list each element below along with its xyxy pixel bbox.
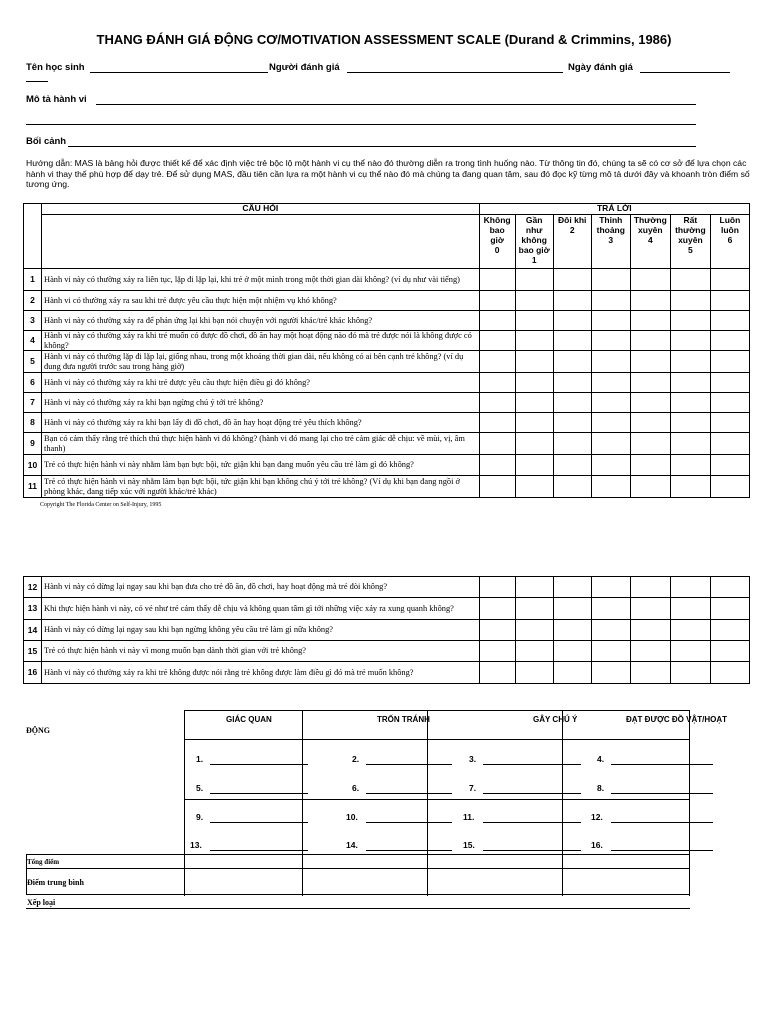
- answer-cell[interactable]: [710, 311, 749, 331]
- context-label: Bối cảnh: [26, 136, 67, 147]
- question-text: Trẻ có thực hiện hành vi này nhằm làm bạn bực bội, tức giận khi bạn không chú ý tới trẻ không? (Ví dụ khi bạn đang ngồi ở phòng khác, đang tiếp xúc với người khác/trẻ khác): [42, 476, 480, 498]
- answer-cell[interactable]: [630, 393, 670, 413]
- answer-cell[interactable]: [670, 455, 710, 476]
- question-number: 16: [24, 662, 42, 684]
- student-label: Tên học sinh: [26, 62, 85, 73]
- scoring-row-label: ĐỘNG: [26, 726, 50, 735]
- question-number: 6: [24, 373, 42, 393]
- answer-cell[interactable]: [591, 413, 630, 433]
- question-row: [24, 291, 750, 311]
- answer-cell[interactable]: [670, 620, 710, 641]
- option-header-3: Thỉnh thoảng 3: [591, 215, 630, 269]
- behavior-field-line2[interactable]: [26, 124, 696, 125]
- rater-label: Người đánh giá: [269, 62, 340, 73]
- question-header-blank: [42, 215, 480, 269]
- answer-cell[interactable]: [630, 269, 670, 291]
- behavior-label: Mô tả hành vi: [26, 94, 87, 105]
- answer-cell[interactable]: [710, 476, 749, 498]
- answer-cell[interactable]: [479, 662, 515, 684]
- answer-cell[interactable]: [670, 641, 710, 662]
- answer-cell[interactable]: [591, 351, 630, 373]
- answer-cell[interactable]: [710, 662, 749, 684]
- answer-cell[interactable]: [630, 577, 670, 598]
- answer-cell[interactable]: [670, 269, 710, 291]
- score-blank[interactable]: [366, 822, 452, 823]
- answer-cell[interactable]: [710, 577, 749, 598]
- answer-cell[interactable]: [553, 413, 591, 433]
- answer-cell[interactable]: [515, 311, 553, 331]
- question-row: [24, 455, 750, 476]
- summary-line-3: [26, 894, 690, 895]
- score-item[interactable]: 2.: [352, 754, 360, 764]
- answer-cell[interactable]: [630, 641, 670, 662]
- score-blank[interactable]: [483, 822, 581, 823]
- score-blank[interactable]: [611, 793, 713, 794]
- question-row: [24, 351, 750, 373]
- answer-cell[interactable]: [710, 269, 749, 291]
- answer-cell[interactable]: [591, 373, 630, 393]
- answer-cell[interactable]: [630, 620, 670, 641]
- answer-cell[interactable]: [591, 476, 630, 498]
- answer-cell[interactable]: [479, 351, 515, 373]
- answer-cell[interactable]: [630, 331, 670, 351]
- score-item[interactable]: 8.: [597, 783, 605, 793]
- answer-cell[interactable]: [591, 311, 630, 331]
- answer-cell[interactable]: [630, 476, 670, 498]
- score-item[interactable]: 16.: [591, 840, 603, 850]
- question-header: CÂU HỎI: [42, 204, 480, 215]
- question-text: Hành vi này có thường xảy ra khi bạn ngừng chú ý tới trẻ không?: [42, 393, 480, 413]
- answer-cell[interactable]: [710, 393, 749, 413]
- answer-cell[interactable]: [591, 662, 630, 684]
- category-attention: GÂY CHÚ Ý: [533, 715, 578, 724]
- answer-cell[interactable]: [515, 269, 553, 291]
- question-text: Hành vi này có thường xảy ra liên tục, lặp đi lặp lại, khi trẻ ở một mình trong một thời gian dài không? (ví dụ như vài tiếng): [42, 269, 480, 291]
- question-text: Trẻ có thực hiện hành vi này vì mong muốn bạn dành thời gian với trẻ không?: [42, 641, 480, 662]
- option-header-0: Không bao giờ 0: [479, 215, 515, 269]
- scoring-hline-2: [184, 799, 690, 800]
- score-item[interactable]: 6.: [352, 783, 360, 793]
- question-text: Hành vi này có dừng lại ngay sau khi bạn đưa cho trẻ đồ ăn, đồ chơi, hay hoạt động mà trẻ đòi không?: [42, 577, 480, 598]
- answer-cell[interactable]: [553, 662, 591, 684]
- answer-cell[interactable]: [591, 331, 630, 351]
- answer-cell[interactable]: [553, 393, 591, 413]
- answer-cell[interactable]: [515, 331, 553, 351]
- answer-cell[interactable]: [670, 413, 710, 433]
- answer-cell[interactable]: [515, 393, 553, 413]
- score-item[interactable]: 9.: [196, 812, 204, 822]
- answer-cell[interactable]: [630, 455, 670, 476]
- answer-cell[interactable]: [515, 641, 553, 662]
- answer-cell[interactable]: [479, 373, 515, 393]
- answer-cell[interactable]: [591, 641, 630, 662]
- score-item[interactable]: 4.: [597, 754, 605, 764]
- question-row: [24, 413, 750, 433]
- answer-cell[interactable]: [670, 393, 710, 413]
- answer-cell[interactable]: [553, 641, 591, 662]
- question-table-continued: [23, 576, 750, 684]
- answer-cell[interactable]: [479, 620, 515, 641]
- score-item[interactable]: 10.: [346, 812, 358, 822]
- mean-label: Điểm trung bình: [27, 878, 84, 887]
- question-number: 10: [24, 455, 42, 476]
- answer-cell[interactable]: [479, 598, 515, 620]
- summary-line-2: [26, 868, 690, 869]
- answer-cell[interactable]: [553, 476, 591, 498]
- score-item[interactable]: 14.: [346, 840, 358, 850]
- question-text: Trẻ có thực hiện hành vi này nhằm làm bạn bực bội, tức giận khi bạn đang muốn yêu cầu trẻ làm gì đó không?: [42, 455, 480, 476]
- option-header-4: Thường xuyên 4: [630, 215, 670, 269]
- answer-cell[interactable]: [553, 331, 591, 351]
- answer-cell[interactable]: [710, 433, 749, 455]
- score-blank[interactable]: [366, 850, 452, 851]
- answer-cell[interactable]: [591, 455, 630, 476]
- question-number: 5: [24, 351, 42, 373]
- answer-cell[interactable]: [515, 476, 553, 498]
- question-row: [24, 311, 750, 331]
- question-row: [24, 577, 750, 598]
- student-field[interactable]: [90, 72, 268, 73]
- question-number: 13: [24, 598, 42, 620]
- question-number: 1: [24, 269, 42, 291]
- answer-header: TRẢ LỜI: [479, 204, 749, 215]
- scoring-hline-1: [184, 739, 690, 740]
- answer-cell[interactable]: [553, 620, 591, 641]
- answer-cell[interactable]: [515, 577, 553, 598]
- score-blank[interactable]: [611, 850, 713, 851]
- date-field[interactable]: [640, 72, 730, 73]
- copyright: Copyright The Florida Center on Self-Injury, 1995: [40, 502, 162, 508]
- score-blank[interactable]: [483, 850, 581, 851]
- score-item[interactable]: 15.: [463, 840, 475, 850]
- score-blank[interactable]: [210, 850, 308, 851]
- answer-cell[interactable]: [710, 413, 749, 433]
- question-number: 14: [24, 620, 42, 641]
- score-blank[interactable]: [611, 822, 713, 823]
- score-item[interactable]: 5.: [196, 783, 204, 793]
- score-blank[interactable]: [483, 764, 581, 765]
- answer-cell[interactable]: [591, 433, 630, 455]
- score-blank[interactable]: [210, 793, 308, 794]
- question-number: 3: [24, 311, 42, 331]
- answer-cell[interactable]: [591, 598, 630, 620]
- answer-cell[interactable]: [591, 291, 630, 311]
- question-table: [23, 203, 750, 498]
- category-escape: TRỐN TRÁNH: [377, 715, 430, 724]
- answer-cell[interactable]: [515, 373, 553, 393]
- answer-cell[interactable]: [710, 598, 749, 620]
- answer-cell[interactable]: [710, 455, 749, 476]
- answer-cell[interactable]: [710, 351, 749, 373]
- answer-cell[interactable]: [553, 291, 591, 311]
- answer-cell[interactable]: [591, 620, 630, 641]
- score-item[interactable]: 13.: [190, 840, 202, 850]
- answer-cell[interactable]: [670, 476, 710, 498]
- answer-cell[interactable]: [479, 269, 515, 291]
- answer-cell[interactable]: [670, 351, 710, 373]
- question-row: [24, 269, 750, 291]
- question-number: 11: [24, 476, 42, 498]
- question-number: 9: [24, 433, 42, 455]
- answer-cell[interactable]: [553, 351, 591, 373]
- score-blank[interactable]: [366, 793, 452, 794]
- behavior-field[interactable]: [96, 104, 696, 105]
- question-rows: [24, 269, 750, 498]
- answer-cell[interactable]: [710, 291, 749, 311]
- answer-cell[interactable]: [710, 373, 749, 393]
- context-field[interactable]: [68, 146, 696, 147]
- num-header: [24, 204, 42, 269]
- answer-cell[interactable]: [670, 373, 710, 393]
- question-text: Hành vi có thường xảy ra sau khi trẻ được yêu cầu thực hiện một nhiệm vụ khó không?: [42, 291, 480, 311]
- answer-cell[interactable]: [553, 455, 591, 476]
- answer-cell[interactable]: [479, 331, 515, 351]
- instructions: Hướng dẫn: MAS là bảng hỏi được thiết kế để xác định việc trẻ bộc lộ một hành vi cụ thể nào đó thường diễn ra trong tình huống nào. Từ thông tin đó, chúng ta sẽ có cơ sở để lựa chọn các hành vi thay thế phù hợp để dạy trẻ. Để sử dụng MAS, đầu tiên cần lựa ra một hành vi cụ thể nào đó mà chúng ta đang quan tâm, sau đó đọc kỹ từng mô tả dưới đây và khoanh tròn điểm số tương ứng.: [26, 158, 750, 189]
- answer-cell[interactable]: [630, 433, 670, 455]
- answer-cell[interactable]: [710, 641, 749, 662]
- answer-cell[interactable]: [479, 455, 515, 476]
- date-label: Ngày đánh giá: [568, 62, 633, 73]
- question-row: [24, 641, 750, 662]
- answer-cell[interactable]: [553, 433, 591, 455]
- page-title: THANG ĐÁNH GIÁ ĐỘNG CƠ/MOTIVATION ASSESSMENT SCALE (Durand & Crimmins, 1986): [96, 32, 672, 47]
- answer-cell[interactable]: [670, 598, 710, 620]
- question-number: 2: [24, 291, 42, 311]
- answer-cell[interactable]: [479, 433, 515, 455]
- score-item[interactable]: 7.: [469, 783, 477, 793]
- question-text: Hành vi này có thường xảy ra khi trẻ muốn có được đồ chơi, đồ ăn hay một hoạt động nào đó mà trẻ được nói là không được có không?: [42, 331, 480, 351]
- answer-cell[interactable]: [553, 373, 591, 393]
- answer-cell[interactable]: [630, 662, 670, 684]
- question-text: Hành vi này có thường xảy ra khi bạn lấy đi đồ chơi, đồ ăn hay hoạt động trẻ yêu thích không?: [42, 413, 480, 433]
- score-blank[interactable]: [210, 822, 308, 823]
- answer-cell[interactable]: [630, 598, 670, 620]
- option-header-6: Luôn luôn 6: [710, 215, 749, 269]
- question-text: Hành vi này có dừng lại ngay sau khi bạn ngừng không yêu cầu trẻ làm gì nữa không?: [42, 620, 480, 641]
- answer-cell[interactable]: [630, 311, 670, 331]
- answer-cell[interactable]: [479, 641, 515, 662]
- question-number: 15: [24, 641, 42, 662]
- answer-cell[interactable]: [710, 620, 749, 641]
- rank-label: Xếp loại: [27, 898, 56, 907]
- option-header-5: Rất thường xuyên 5: [670, 215, 710, 269]
- question-row: [24, 662, 750, 684]
- answer-cell[interactable]: [670, 577, 710, 598]
- answer-cell[interactable]: [515, 351, 553, 373]
- answer-cell[interactable]: [479, 476, 515, 498]
- answer-cell[interactable]: [479, 413, 515, 433]
- question-row: [24, 433, 750, 455]
- summary-line-4: [26, 908, 690, 909]
- question-row: [24, 331, 750, 351]
- score-item[interactable]: 1.: [196, 754, 204, 764]
- answer-cell[interactable]: [670, 291, 710, 311]
- answer-cell[interactable]: [591, 577, 630, 598]
- question-row: [24, 620, 750, 641]
- category-sensory: GIÁC QUAN: [226, 715, 272, 724]
- question-text: Bạn có cảm thấy rằng trẻ thích thú thực hiện hành vi đó không? (hành vi đó mang lại cho trẻ cảm giác dễ chịu: về mùi, vị, âm thanh): [42, 433, 480, 455]
- answer-cell[interactable]: [479, 577, 515, 598]
- answer-cell[interactable]: [630, 351, 670, 373]
- category-tangible: ĐẠT ĐƯỢC ĐỒ VẬT/HOẠT: [626, 715, 728, 724]
- answer-cell[interactable]: [515, 620, 553, 641]
- answer-cell[interactable]: [515, 413, 553, 433]
- answer-cell[interactable]: [591, 393, 630, 413]
- answer-cell[interactable]: [515, 662, 553, 684]
- score-item[interactable]: 11.: [463, 812, 475, 822]
- answer-cell[interactable]: [479, 393, 515, 413]
- answer-cell[interactable]: [553, 598, 591, 620]
- answer-cell[interactable]: [515, 291, 553, 311]
- answer-cell[interactable]: [515, 598, 553, 620]
- rater-field[interactable]: [347, 72, 563, 73]
- question-text: Hành vi này có thường xảy ra khi trẻ được yêu cầu thực hiện điều gì đó không?: [42, 373, 480, 393]
- option-header-1: Gần như không bao giờ 1: [515, 215, 553, 269]
- answer-cell[interactable]: [630, 373, 670, 393]
- answer-cell[interactable]: [630, 413, 670, 433]
- question-number: 4: [24, 331, 42, 351]
- question-row: [24, 598, 750, 620]
- answer-cell[interactable]: [710, 331, 749, 351]
- score-blank[interactable]: [611, 764, 713, 765]
- score-blank[interactable]: [210, 764, 308, 765]
- answer-cell[interactable]: [479, 291, 515, 311]
- question-number: 8: [24, 413, 42, 433]
- question-row: [24, 476, 750, 498]
- answer-cell[interactable]: [553, 311, 591, 331]
- answer-cell[interactable]: [553, 269, 591, 291]
- answer-cell[interactable]: [515, 433, 553, 455]
- option-header-2: Đôi khi 2: [553, 215, 591, 269]
- answer-cell[interactable]: [479, 311, 515, 331]
- question-row: [24, 393, 750, 413]
- question-number: 12: [24, 577, 42, 598]
- answer-cell[interactable]: [553, 577, 591, 598]
- score-item[interactable]: 12.: [591, 812, 603, 822]
- question-row: [24, 373, 750, 393]
- score-item[interactable]: 3.: [469, 754, 477, 764]
- answer-cell[interactable]: [670, 433, 710, 455]
- question-text: Khi thực hiện hành vi này, có vẻ như trẻ cảm thấy dễ chịu và không quan tâm gì tới những việc xảy ra xung quanh không?: [42, 598, 480, 620]
- score-blank[interactable]: [483, 793, 581, 794]
- answer-cell[interactable]: [591, 269, 630, 291]
- answer-cell[interactable]: [670, 311, 710, 331]
- date-field-continued: [26, 81, 48, 82]
- answer-cell[interactable]: [670, 662, 710, 684]
- question-text: Hành vi này có thường xảy ra để phản ứng lại khi bạn nói chuyện với người khác/trẻ khác không?: [42, 311, 480, 331]
- score-blank[interactable]: [366, 764, 452, 765]
- answer-cell[interactable]: [515, 455, 553, 476]
- question-text: Hành vi này có thường xảy ra khi trẻ không được nói rằng trẻ không được làm điều gì đó mà trẻ muốn không?: [42, 662, 480, 684]
- summary-line-1: [26, 854, 690, 855]
- total-label: Tổng điểm: [27, 858, 60, 866]
- question-number: 7: [24, 393, 42, 413]
- question-text: Hành vi này có thường lặp đi lặp lại, giống nhau, trong một khoảng thời gian dài, nếu không có ai bên cạnh trẻ không? (ví dụ đung đưa người trước sau trong hàng giờ): [42, 351, 480, 373]
- answer-cell[interactable]: [630, 291, 670, 311]
- answer-cell[interactable]: [670, 331, 710, 351]
